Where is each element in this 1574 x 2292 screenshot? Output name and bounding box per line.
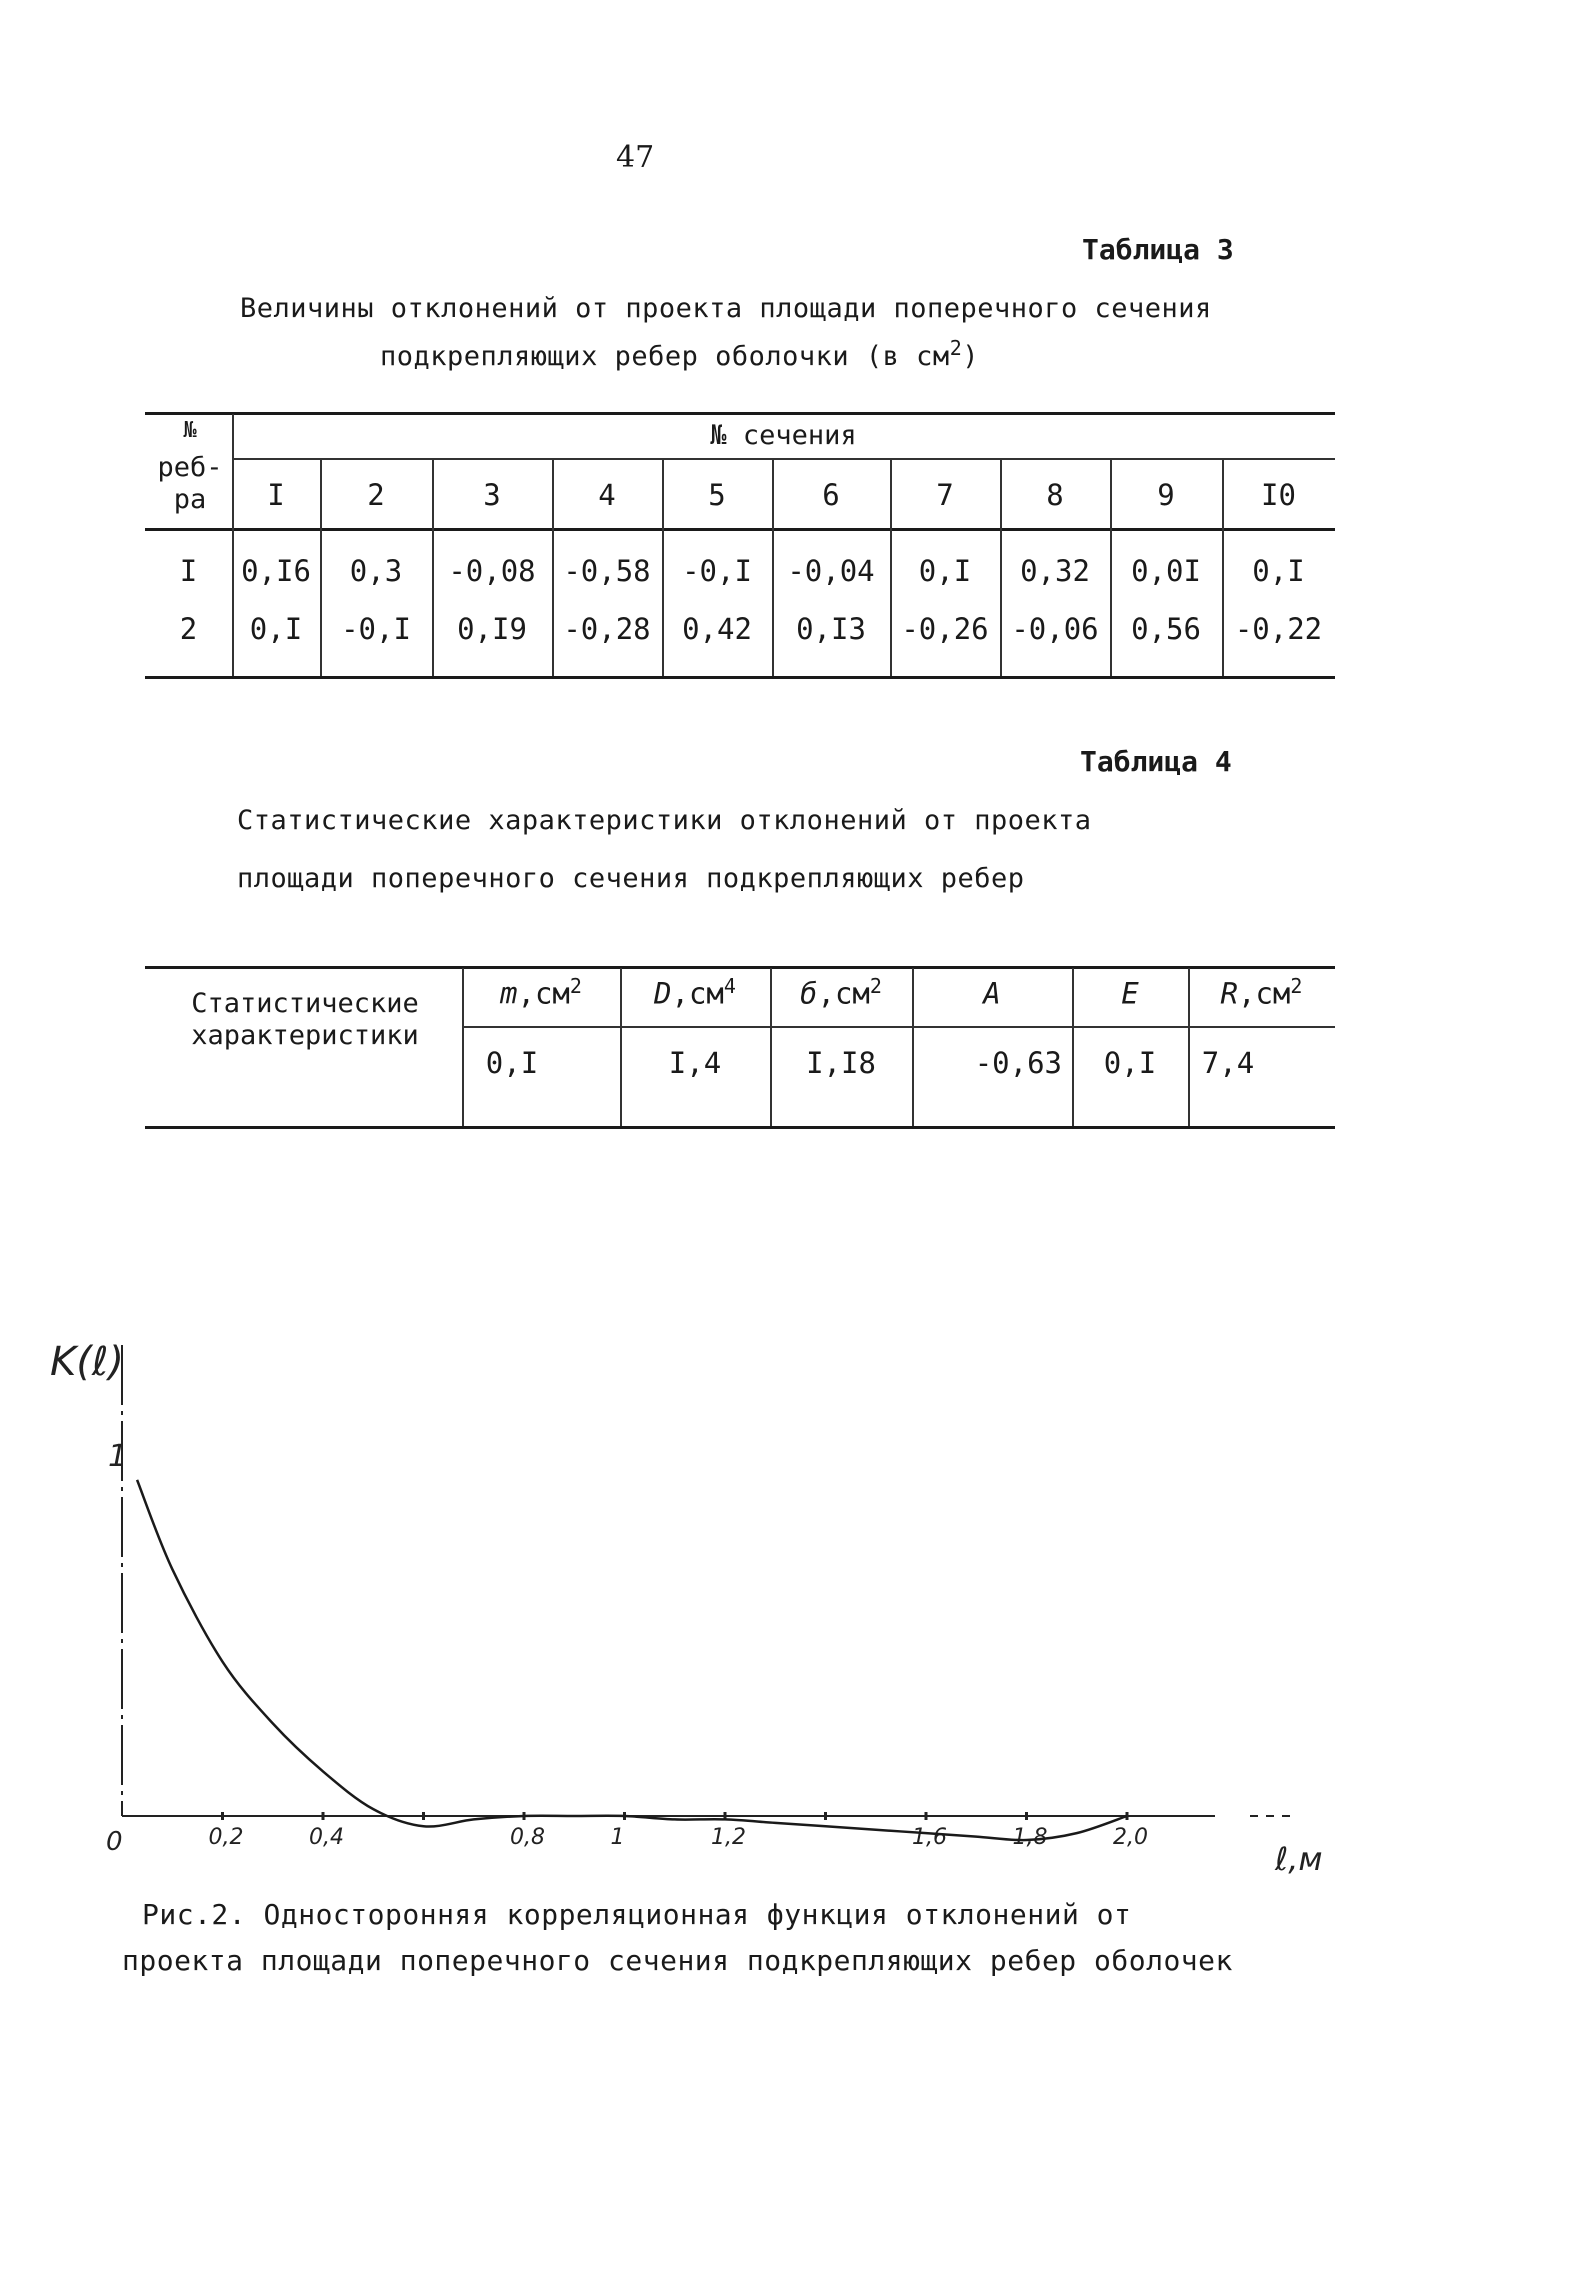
table3-cell: 0,I3 [796,612,866,646]
table3-rib-number: I [179,554,198,588]
table3-cell: 0,56 [1131,612,1201,646]
chart-x-label: ℓ,м [1275,1840,1323,1878]
table3-section-number: 3 [483,478,501,512]
table3-section-number: I0 [1261,478,1296,512]
table4-value: 7,4 [1201,1046,1255,1080]
chart-x-tick-label: 1,2 [711,1825,746,1850]
table3-cell: 0,I [249,612,303,646]
chart-origin-label: 0 [106,1827,123,1857]
table3-rib-header: реб- [157,452,223,483]
table3-caption: Таблица 3 [1082,233,1234,266]
chart-line-series [137,1480,1127,1840]
table3-section-header: № сечения [710,420,857,451]
table3-cell: 0,I [918,554,972,588]
table3-cell: -0,I [341,612,411,646]
table4-row-header: характеристики [191,1020,419,1051]
table3-cell: -0,58 [563,554,651,588]
chart-x-tick-label: 0,4 [309,1825,344,1850]
table3-cell: 0,I9 [457,612,527,646]
table3-title-line1: Величины отклонений от проекта площади поперечного сечения [240,293,1212,324]
table4-column-header: E [1121,976,1139,1011]
table4-caption: Таблица 4 [1080,745,1232,778]
table4-row-header: Статистические [191,988,419,1019]
table4-title-line2: площади поперечного сечения подкрепляющих ребер [237,863,1025,894]
table4-column-header: $б,см^2$ [800,974,882,1011]
table3-cell: 0,32 [1020,554,1090,588]
table3-cell: 0,3 [349,554,403,588]
table3-section-number: 8 [1046,478,1064,512]
table3-rib-header: № [183,418,197,443]
chart-x-ticks [209,1812,1149,1850]
table4-column-header: $R,см^2$ [1220,974,1303,1011]
table4-column-header: $m,см^2$ [500,974,582,1011]
table4-title-line1: Статистические характеристики отклонений от проекта [237,805,1092,836]
table3-cell: -0,06 [1011,612,1099,646]
table4-value: 0,I [1103,1046,1157,1080]
table3-section-number: 6 [822,478,840,512]
table3-section-number: 9 [1157,478,1175,512]
table3-cell: -0,28 [563,612,651,646]
table4-value: I,I8 [806,1046,876,1080]
chart-series [137,1480,1127,1840]
table3-title-line2: подкрепляющих ребер оболочки (в $см^2$) [380,336,979,372]
table3-section-number: 7 [936,478,954,512]
table4-value: 0,I [485,1046,539,1080]
chart-y-label: K(ℓ) [50,1339,124,1385]
chart-y-tick-label: 1 [108,1439,128,1474]
chart-x-tick-label: 1,6 [912,1825,947,1850]
figure-caption-line1: Рис.2. Односторонняя корреляционная функция отклонений от [142,1898,1132,1931]
table3-cell: 0,I6 [241,554,311,588]
figure-caption-line2: проекта площади поперечного сечения подкрепляющих ребер оболочек [122,1944,1233,1977]
table3-cell: -0,22 [1234,612,1323,646]
table3-cell: -0,26 [901,612,989,646]
table3-cell: -0,08 [448,554,536,588]
page-number: 47 [616,140,655,175]
table3-rib-number: 2 [179,612,198,646]
chart-x-tick-label: 1 [610,1825,625,1850]
table3-cell: -0,04 [787,554,875,588]
table3-cell: 0,0I [1131,554,1201,588]
table3-section-number: 2 [367,478,385,512]
table3-cell: -0,I [682,554,752,588]
table4-value: -0,63 [974,1046,1062,1080]
chart-x-tick-label: 1,8 [1012,1825,1048,1850]
chart-axes [122,1345,1290,1816]
table4-value: I,4 [668,1046,722,1080]
chart-x-tick-label: 0,8 [510,1825,545,1850]
table3-section-number: 5 [708,478,726,512]
chart-x-tick-label: 0,2 [208,1825,244,1850]
chart-x-tick-label: 2,0 [1113,1825,1148,1850]
table3-section-number: 4 [598,478,616,512]
table4-column-header: $D,см^4$ [654,974,736,1011]
table3-rib-header: ра [173,484,207,515]
table3-cell: 0,42 [682,612,752,646]
table3-section-number: I [267,478,285,512]
table3-cell: 0,I [1252,554,1305,588]
table4-column-header: A [983,976,1001,1011]
